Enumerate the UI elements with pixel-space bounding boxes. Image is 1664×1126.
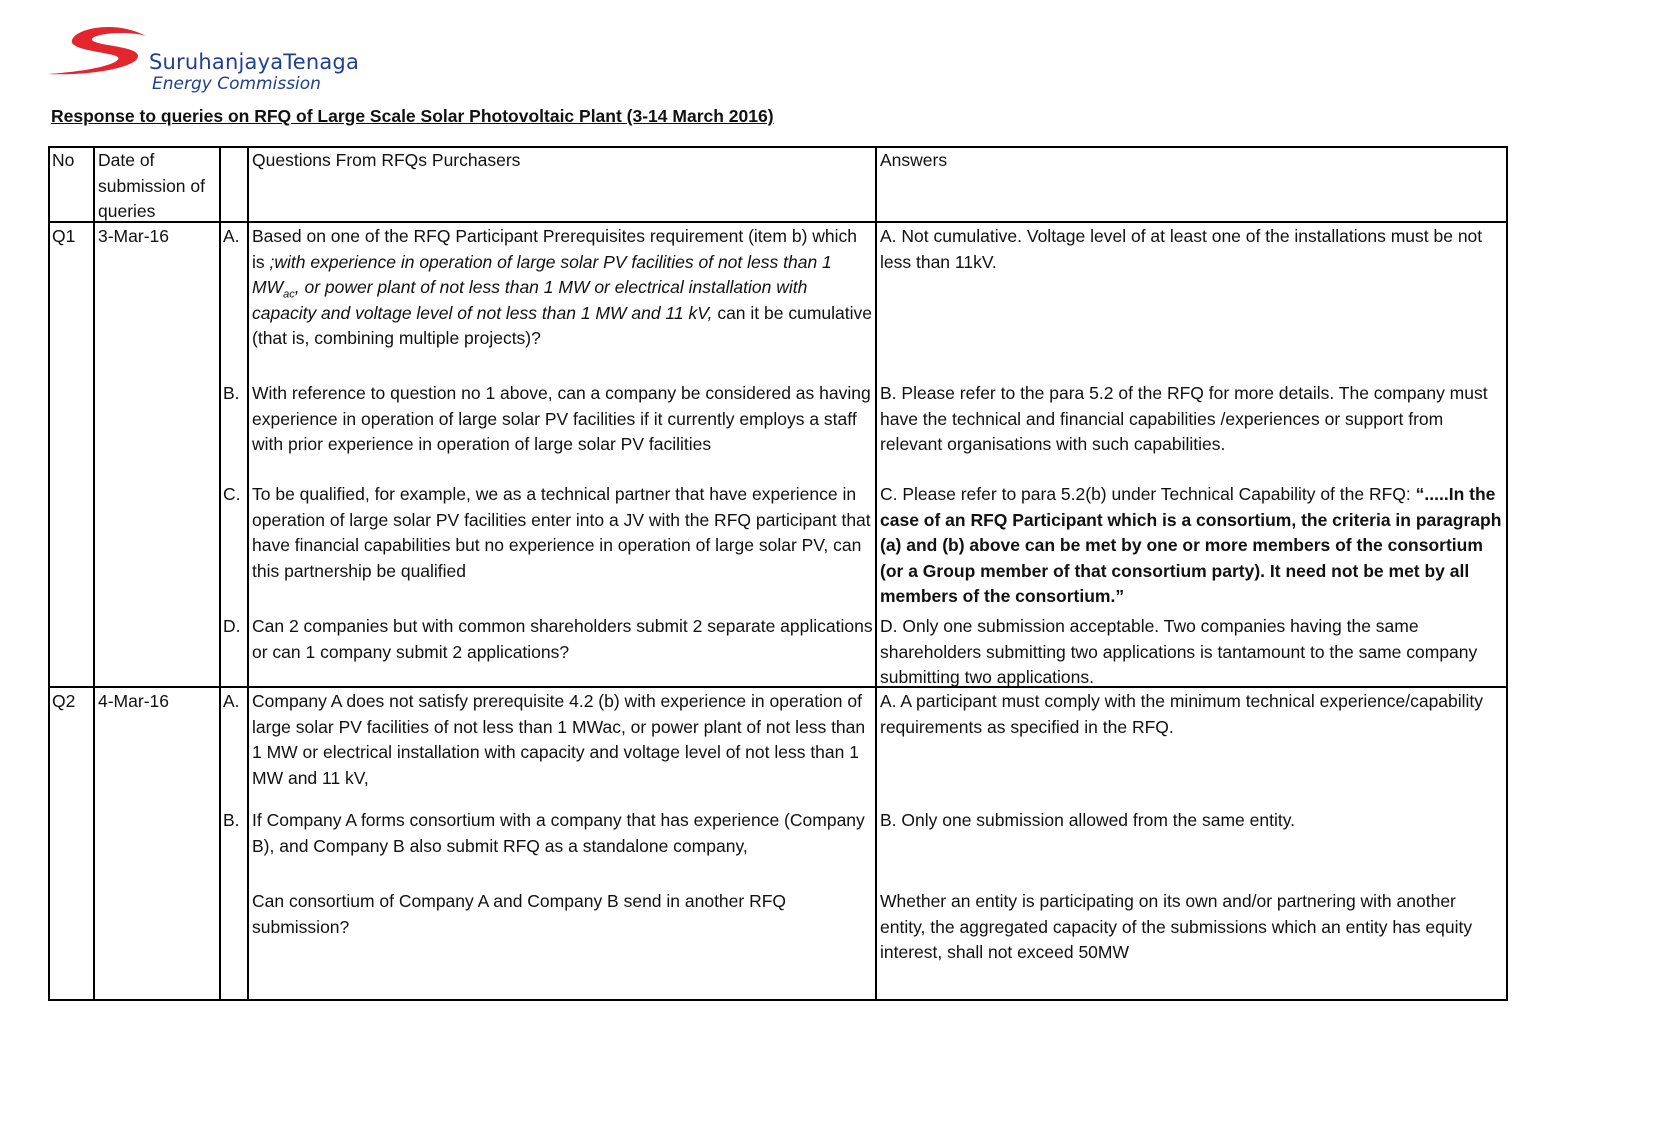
column-divider-no — [93, 146, 95, 1001]
answer-text-plain: C. Please refer to para 5.2(b) under Technical Capability of the RFQ: — [880, 484, 1411, 504]
question-text: To be qualified, for example, we as a technical partner that have experience in operation of large solar PV facilities enter into a JV with the RFQ participant that have financial capabilities but no experience in operation of large solar PV, can this partnership be qualified — [252, 484, 871, 581]
row-date: 3-Mar-16 — [98, 226, 169, 246]
answer-text — [880, 482, 1504, 610]
question-subscript: ac — [283, 288, 295, 301]
answer-text: A. Not cumulative. Voltage level of at least one of the installations must be not less than 11kV. — [880, 226, 1483, 272]
answer-text: Whether an entity is participating on its own and/or partnering with another entity, the aggregated capacity of the submissions which an entity has equity interest, shall not exceed 50MW — [880, 891, 1473, 962]
question-text-italic: , or power plant of not less than 1 MW or electrical installation with capacity and voltage level of not less than 1 MW and 11 kV, — [252, 277, 808, 323]
row-divider-header — [48, 221, 1508, 223]
column-header-questions: Questions From RFQs Purchasers — [252, 150, 521, 170]
question-text: If Company A forms consortium with a company that has experience (Company B), and Company B also submit RFQ as a standalone company, — [252, 810, 865, 856]
answer-text: B. Please refer to the para 5.2 of the RFQ for more details. The company must have the technical and financial capabilities /experiences or support from relevant organisations with such capabilities. — [880, 383, 1488, 454]
item-letter: A. — [223, 691, 240, 711]
item-letter: B. — [223, 383, 240, 403]
table-border-bottom — [48, 999, 1508, 1001]
question-text-plain: can it be cumulative (that is, combining multiple projects)? — [252, 302, 872, 348]
rfq-response-table — [48, 146, 1508, 1001]
document-title: Response to queries on RFQ of Large Scale Solar Photovoltaic Plant (3-14 March 2016) — [51, 106, 774, 126]
column-header-answers: Answers — [880, 150, 948, 170]
answer-text-bold: “.....In the case of an RFQ Participant which is a consortium, the criteria in paragraph (a) and (b) above can be met by one or more members of the consortium (or a Group member of that consortium party). It need not be met by all members of the consortium.” — [880, 484, 1502, 606]
column-divider-letter — [247, 146, 249, 1001]
logo-name: SuruhanjayaTenaga — [149, 50, 360, 74]
question-text: With reference to question no 1 above, can a company be considered as having experience in operation of large solar PV facilities if it currently employs a staff with prior experience in operation of large solar PV facilities — [252, 383, 871, 454]
logo-swoosh-icon — [46, 26, 156, 86]
column-header-date: Date of submission of queries — [98, 150, 205, 221]
row-number: Q1 — [52, 226, 76, 246]
question-text — [252, 224, 874, 352]
question-text-plain: Based on one of the RFQ Participant Prerequisites requirement (item b) which is — [252, 226, 858, 272]
answer-text: A. A participant must comply with the minimum technical experience/capability requirements as specified in the RFQ. — [880, 691, 1484, 737]
logo-subtitle: Energy Commission — [152, 74, 321, 94]
column-header-no: No — [52, 150, 75, 170]
question-text: Can consortium of Company A and Company B send in another RFQ submission? — [252, 891, 787, 937]
item-letter: B. — [223, 810, 240, 830]
row-number: Q2 — [52, 691, 76, 711]
item-letter: C. — [223, 484, 241, 504]
row-date: 4-Mar-16 — [98, 691, 169, 711]
table-border-right — [1506, 146, 1508, 1001]
item-letter: A. — [223, 226, 240, 246]
table-border-left — [48, 146, 50, 1001]
question-text: Can 2 companies but with common shareholders submit 2 separate applications or can 1 company submit 2 applications? — [252, 616, 873, 662]
item-letter: D. — [223, 616, 241, 636]
question-text-italic: ;with experience in operation of large solar PV facilities of not less than 1 MW — [252, 251, 832, 297]
energy-commission-logo — [46, 26, 426, 96]
question-text: Company A does not satisfy prerequisite 4.2 (b) with experience in operation of large solar PV facilities of not less than 1 MWac, or power plant of not less than 1 MW or electrical installation with capacity and voltage level of not less than 1 MW and 11 kV, — [252, 691, 866, 788]
column-divider-questions — [875, 146, 877, 1001]
answer-text: B. Only one submission allowed from the same entity. — [880, 810, 1296, 830]
answer-text: D. Only one submission acceptable. Two companies having the same shareholders submitting two applications is tantamount to the same company submitting two applications. — [880, 616, 1478, 687]
column-divider-date — [219, 146, 221, 1001]
